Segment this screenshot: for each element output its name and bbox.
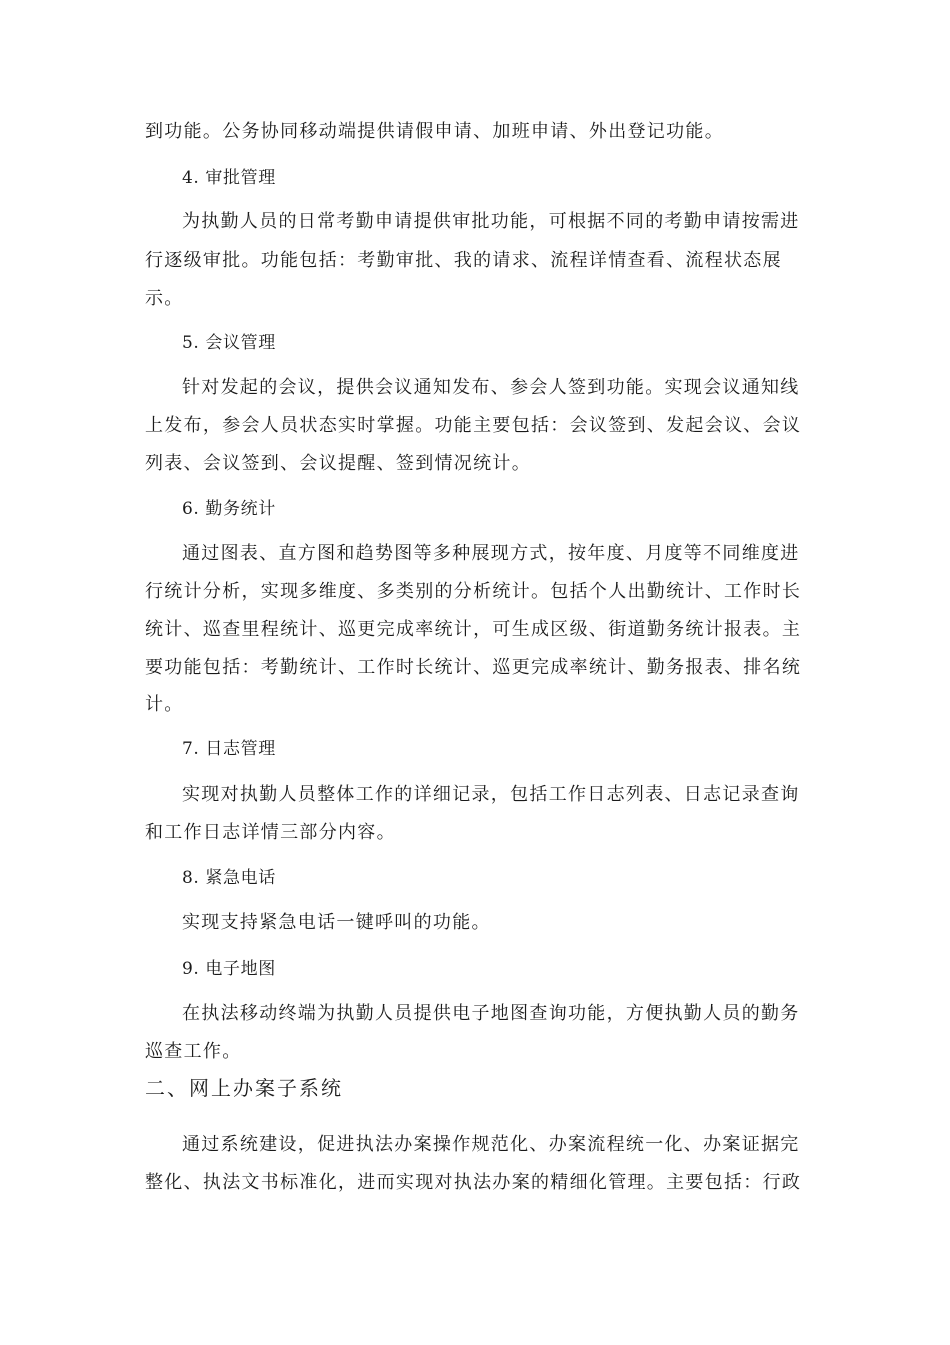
paragraph-line: 上发布，参会人员状态实时掌握。功能主要包括：会议签到、发起会议、会议 [145, 415, 802, 436]
paragraph-line: 行逐级审批。功能包括：考勤审批、我的请求、流程详情查看、流程状态展 [145, 250, 782, 271]
paragraph-line: 和工作日志详情三部分内容。 [145, 822, 396, 843]
paragraph-line: 计。 [145, 694, 184, 715]
paragraph-line: 在执法移动终端为执勤人员提供电子地图查询功能，方便执勤人员的勤务 [182, 1003, 800, 1024]
paragraph-line: 实现支持紧急电话一键呼叫的功能。 [182, 912, 491, 933]
paragraph-line: 针对发起的会议，提供会议通知发布、参会人签到功能。实现会议通知线 [182, 377, 800, 398]
heading-approval-management: 4. 审批管理 [182, 168, 276, 188]
heading-duty-statistics: 6. 勤务统计 [182, 499, 276, 519]
paragraph-line: 巡查工作。 [145, 1041, 242, 1062]
paragraph-line: 列表、会议签到、会议提醒、签到情况统计。 [145, 453, 531, 474]
paragraph-line: 整化、执法文书标准化，进而实现对执法办案的精细化管理。主要包括：行政 [145, 1172, 802, 1193]
section-title-online-case: 二、网上办案子系统 [145, 1076, 343, 1100]
heading-electronic-map: 9. 电子地图 [182, 959, 276, 979]
paragraph-line: 要功能包括：考勤统计、工作时长统计、巡更完成率统计、勤务报表、排名统 [145, 657, 802, 678]
paragraph-line: 为执勤人员的日常考勤申请提供审批功能，可根据不同的考勤申请按需进 [182, 211, 800, 232]
heading-meeting-management: 5. 会议管理 [182, 333, 276, 353]
paragraph-line: 通过系统建设，促进执法办案操作规范化、办案流程统一化、办案证据完 [182, 1134, 800, 1155]
paragraph-line: 到功能。公务协同移动端提供请假申请、加班申请、外出登记功能。 [145, 121, 724, 142]
paragraph-line: 统计、巡查里程统计、巡更完成率统计，可生成区级、街道勤务统计报表。主 [145, 619, 802, 640]
heading-emergency-phone: 8. 紧急电话 [182, 868, 276, 888]
heading-log-management: 7. 日志管理 [182, 739, 276, 759]
paragraph-line: 示。 [145, 288, 184, 309]
paragraph-line: 行统计分析，实现多维度、多类别的分析统计。包括个人出勤统计、工作时长 [145, 581, 802, 602]
paragraph-line: 实现对执勤人员整体工作的详细记录，包括工作日志列表、日志记录查询 [182, 784, 800, 805]
paragraph-line: 通过图表、直方图和趋势图等多种展现方式，按年度、月度等不同维度进 [182, 543, 800, 564]
